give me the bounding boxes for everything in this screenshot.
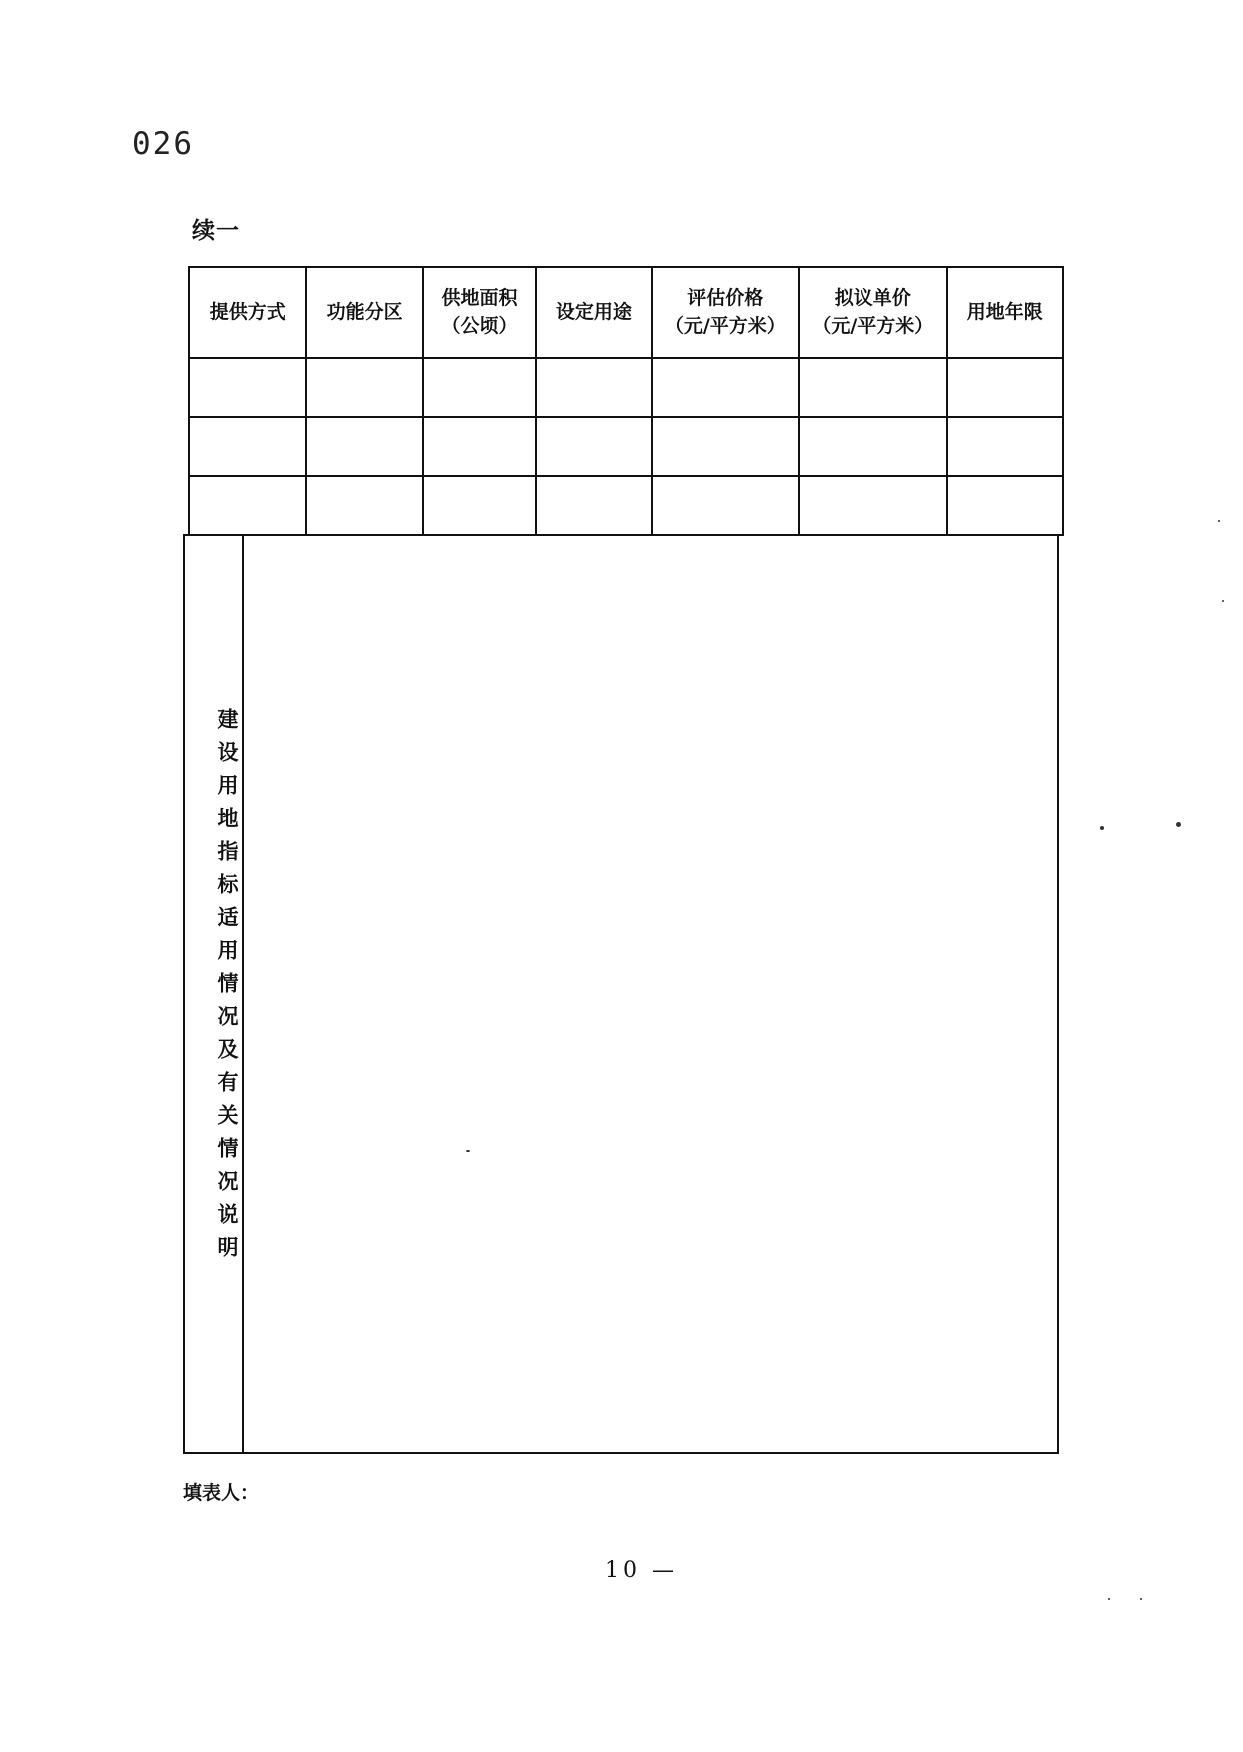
remarks-label: 建设用地指标适用情况及有关情况说明 (215, 708, 240, 1269)
table-row (189, 358, 1063, 417)
header-label: 拟议单价 (834, 286, 911, 309)
table-row (189, 417, 1063, 476)
table-cell[interactable] (652, 358, 800, 417)
header-label: 功能分区 (326, 300, 403, 323)
table-cell[interactable] (947, 358, 1063, 417)
scan-speck (1176, 822, 1181, 827)
table-cell[interactable] (652, 476, 800, 535)
table-cell[interactable] (947, 476, 1063, 535)
header-land-use-term (947, 267, 1063, 358)
table-cell[interactable] (306, 417, 422, 476)
scan-speck (1140, 1598, 1142, 1600)
table-cell[interactable] (799, 417, 947, 476)
table-cell[interactable] (536, 358, 651, 417)
header-label: 供地面积 (441, 286, 518, 309)
table-cell[interactable] (799, 358, 947, 417)
header-label: 评估价格 (687, 286, 764, 309)
scan-speck (1218, 520, 1220, 522)
table-cell[interactable] (306, 358, 422, 417)
scan-speck (1100, 826, 1104, 830)
table-cell[interactable] (189, 476, 306, 535)
remarks-label-column (185, 536, 244, 1452)
page-number-footer: 10 — (605, 1558, 678, 1583)
table-cell[interactable] (536, 476, 651, 535)
remarks-content-area[interactable] (244, 536, 1057, 1452)
header-unit: （公顷） (441, 314, 518, 337)
header-label: 用地年限 (966, 300, 1043, 323)
header-proposed-unit-price (799, 267, 947, 358)
header-functional-zone (306, 267, 422, 358)
land-supply-table (188, 266, 1064, 536)
table-cell[interactable] (306, 476, 422, 535)
table-header-row (189, 267, 1063, 358)
header-label: 提供方式 (209, 300, 286, 323)
table-row (189, 476, 1063, 535)
header-land-area (423, 267, 536, 358)
scan-speck (1108, 1598, 1110, 1600)
table-cell[interactable] (947, 417, 1063, 476)
header-appraised-price (652, 267, 800, 358)
table-cell[interactable] (423, 476, 536, 535)
form-filler-label: 填表人： (183, 1482, 260, 1504)
table-cell[interactable] (536, 417, 651, 476)
table-cell[interactable] (423, 358, 536, 417)
header-supply-method (189, 267, 306, 358)
header-unit: （元/平方米） (664, 314, 786, 337)
page-code: 026 (132, 126, 194, 162)
header-unit: （元/平方米） (812, 314, 934, 337)
table-cell[interactable] (189, 417, 306, 476)
continued-label: 续一 (192, 217, 240, 244)
header-label: 设定用途 (555, 300, 632, 323)
table-cell[interactable] (652, 417, 800, 476)
scan-speck (466, 1150, 470, 1152)
table-cell[interactable] (189, 358, 306, 417)
header-designated-use (536, 267, 651, 358)
table-cell[interactable] (423, 417, 536, 476)
table-cell[interactable] (799, 476, 947, 535)
scan-speck (1222, 600, 1224, 602)
remarks-section (183, 534, 1059, 1454)
